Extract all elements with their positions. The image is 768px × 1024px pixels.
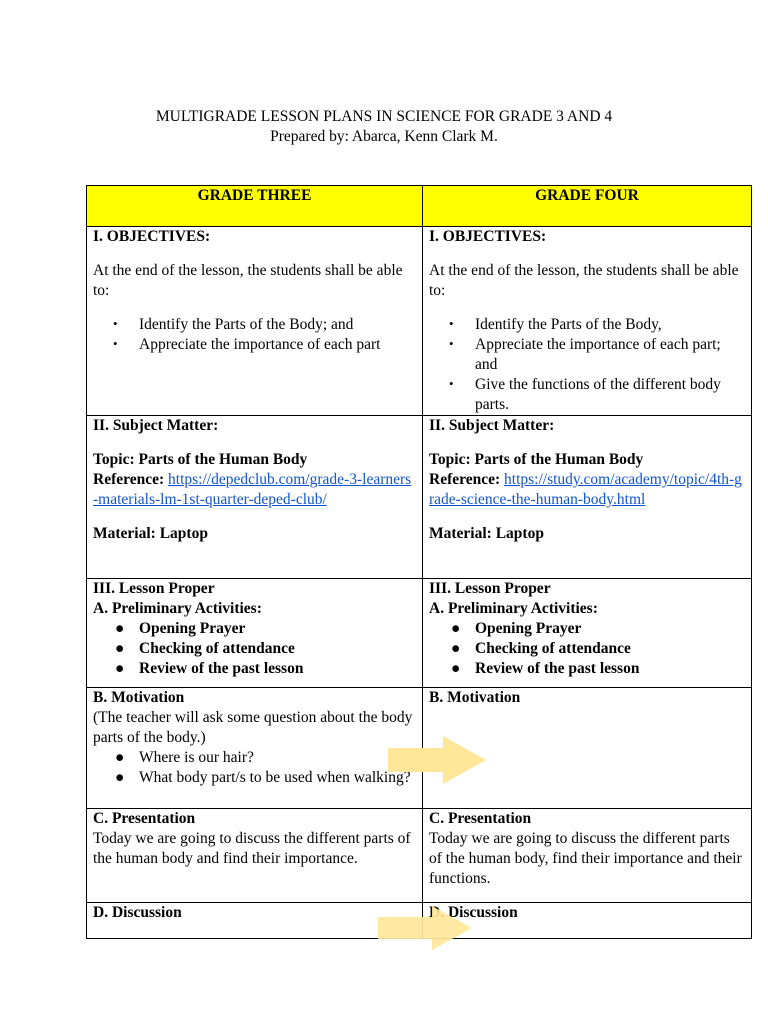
presentation-text-grade4: Today we are going to discuss the different parts of the human body, find their importance and their functions. — [429, 830, 742, 887]
reference-link-grade4[interactable]: https://study.com/academy/topic/4th-grade-science-the-human-body.html — [429, 471, 742, 508]
column-header-grade-three: GRADE THREE — [87, 186, 423, 227]
material-text: Material: Laptop — [429, 525, 544, 542]
document-title: MULTIGRADE LESSON PLANS IN SCIENCE FOR GRADE 3 AND 4 — [155, 108, 613, 125]
objectives-intro: At the end of the lesson, the students shall be able to: — [429, 262, 739, 299]
list-item: ● Review of the past lesson — [115, 660, 304, 677]
list-item: • Give the functions of the different body parts. — [449, 376, 721, 413]
topic-text: Topic: Parts of the Human Body — [429, 451, 644, 468]
discussion-heading: D. Discussion — [93, 904, 182, 921]
objectives-list-grade4 — [429, 315, 745, 415]
list-item: ● Checking of attendance — [451, 640, 631, 657]
column-header-grade-four: GRADE FOUR — [423, 186, 752, 227]
reference-label: Reference: — [93, 471, 165, 488]
preliminary-activities-heading: A. Preliminary Activities: — [93, 600, 262, 617]
preliminary-activities-list — [93, 619, 416, 679]
arrow-right-icon — [378, 906, 474, 950]
lesson-proper-heading: III. Lesson Proper — [429, 580, 551, 597]
reference-link-grade3[interactable]: https://depedclub.com/grade-3-learners-materials-lm-1st-quarter-deped-club/ — [93, 471, 412, 508]
subject-matter-heading: II. Subject Matter: — [93, 417, 219, 434]
list-item: ● Review of the past lesson — [451, 660, 640, 677]
reference-label: Reference: — [429, 471, 501, 488]
objectives-row — [87, 227, 752, 416]
motivation-heading: B. Motivation — [93, 689, 185, 706]
subject-matter-heading: II. Subject Matter: — [429, 417, 555, 434]
subject-matter-row — [87, 416, 752, 579]
preliminary-activities-heading: A. Preliminary Activities: — [429, 600, 598, 617]
list-item: ● Opening Prayer — [115, 620, 246, 637]
list-item: • Appreciate the importance of each part — [113, 336, 381, 353]
motivation-text: (The teacher will ask some question about the body parts of the body.) — [93, 709, 413, 746]
presentation-row — [87, 809, 752, 903]
preliminary-activities-list — [429, 619, 745, 679]
list-item: • Identify the Parts of the Body, — [449, 316, 662, 333]
list-item: • Appreciate the importance of each part; and — [449, 336, 721, 373]
list-item: ● What body part/s to be used when walking? — [115, 769, 411, 786]
objectives-intro: At the end of the lesson, the students shall be able to: — [93, 262, 403, 299]
list-item: ● Where is our hair? — [115, 749, 254, 766]
lesson-proper-row — [87, 579, 752, 688]
prepared-by: Prepared by: Abarca, Kenn Clark M. — [270, 128, 498, 145]
motivation-questions-list — [93, 748, 416, 788]
lesson-proper-heading: III. Lesson Proper — [93, 580, 215, 597]
motivation-heading: B. Motivation — [429, 689, 521, 706]
objectives-list-grade3 — [93, 315, 416, 355]
objectives-heading: I. OBJECTIVES: — [429, 228, 547, 245]
list-item: ● Checking of attendance — [115, 640, 295, 657]
presentation-heading: C. Presentation — [429, 810, 532, 827]
objectives-heading: I. OBJECTIVES: — [93, 228, 211, 245]
arrow-right-icon — [388, 736, 488, 784]
presentation-heading: C. Presentation — [93, 810, 196, 827]
list-item: ● Opening Prayer — [451, 620, 582, 637]
presentation-text-grade3: Today we are going to discuss the different parts of the human body and find their importance. — [93, 830, 411, 867]
discussion-heading: D. Discussion — [429, 904, 518, 921]
table-header-row — [87, 186, 752, 227]
list-item: • Identify the Parts of the Body; and — [113, 316, 354, 333]
material-text: Material: Laptop — [93, 525, 208, 542]
topic-text: Topic: Parts of the Human Body — [93, 451, 308, 468]
lesson-plan-table — [86, 185, 752, 939]
